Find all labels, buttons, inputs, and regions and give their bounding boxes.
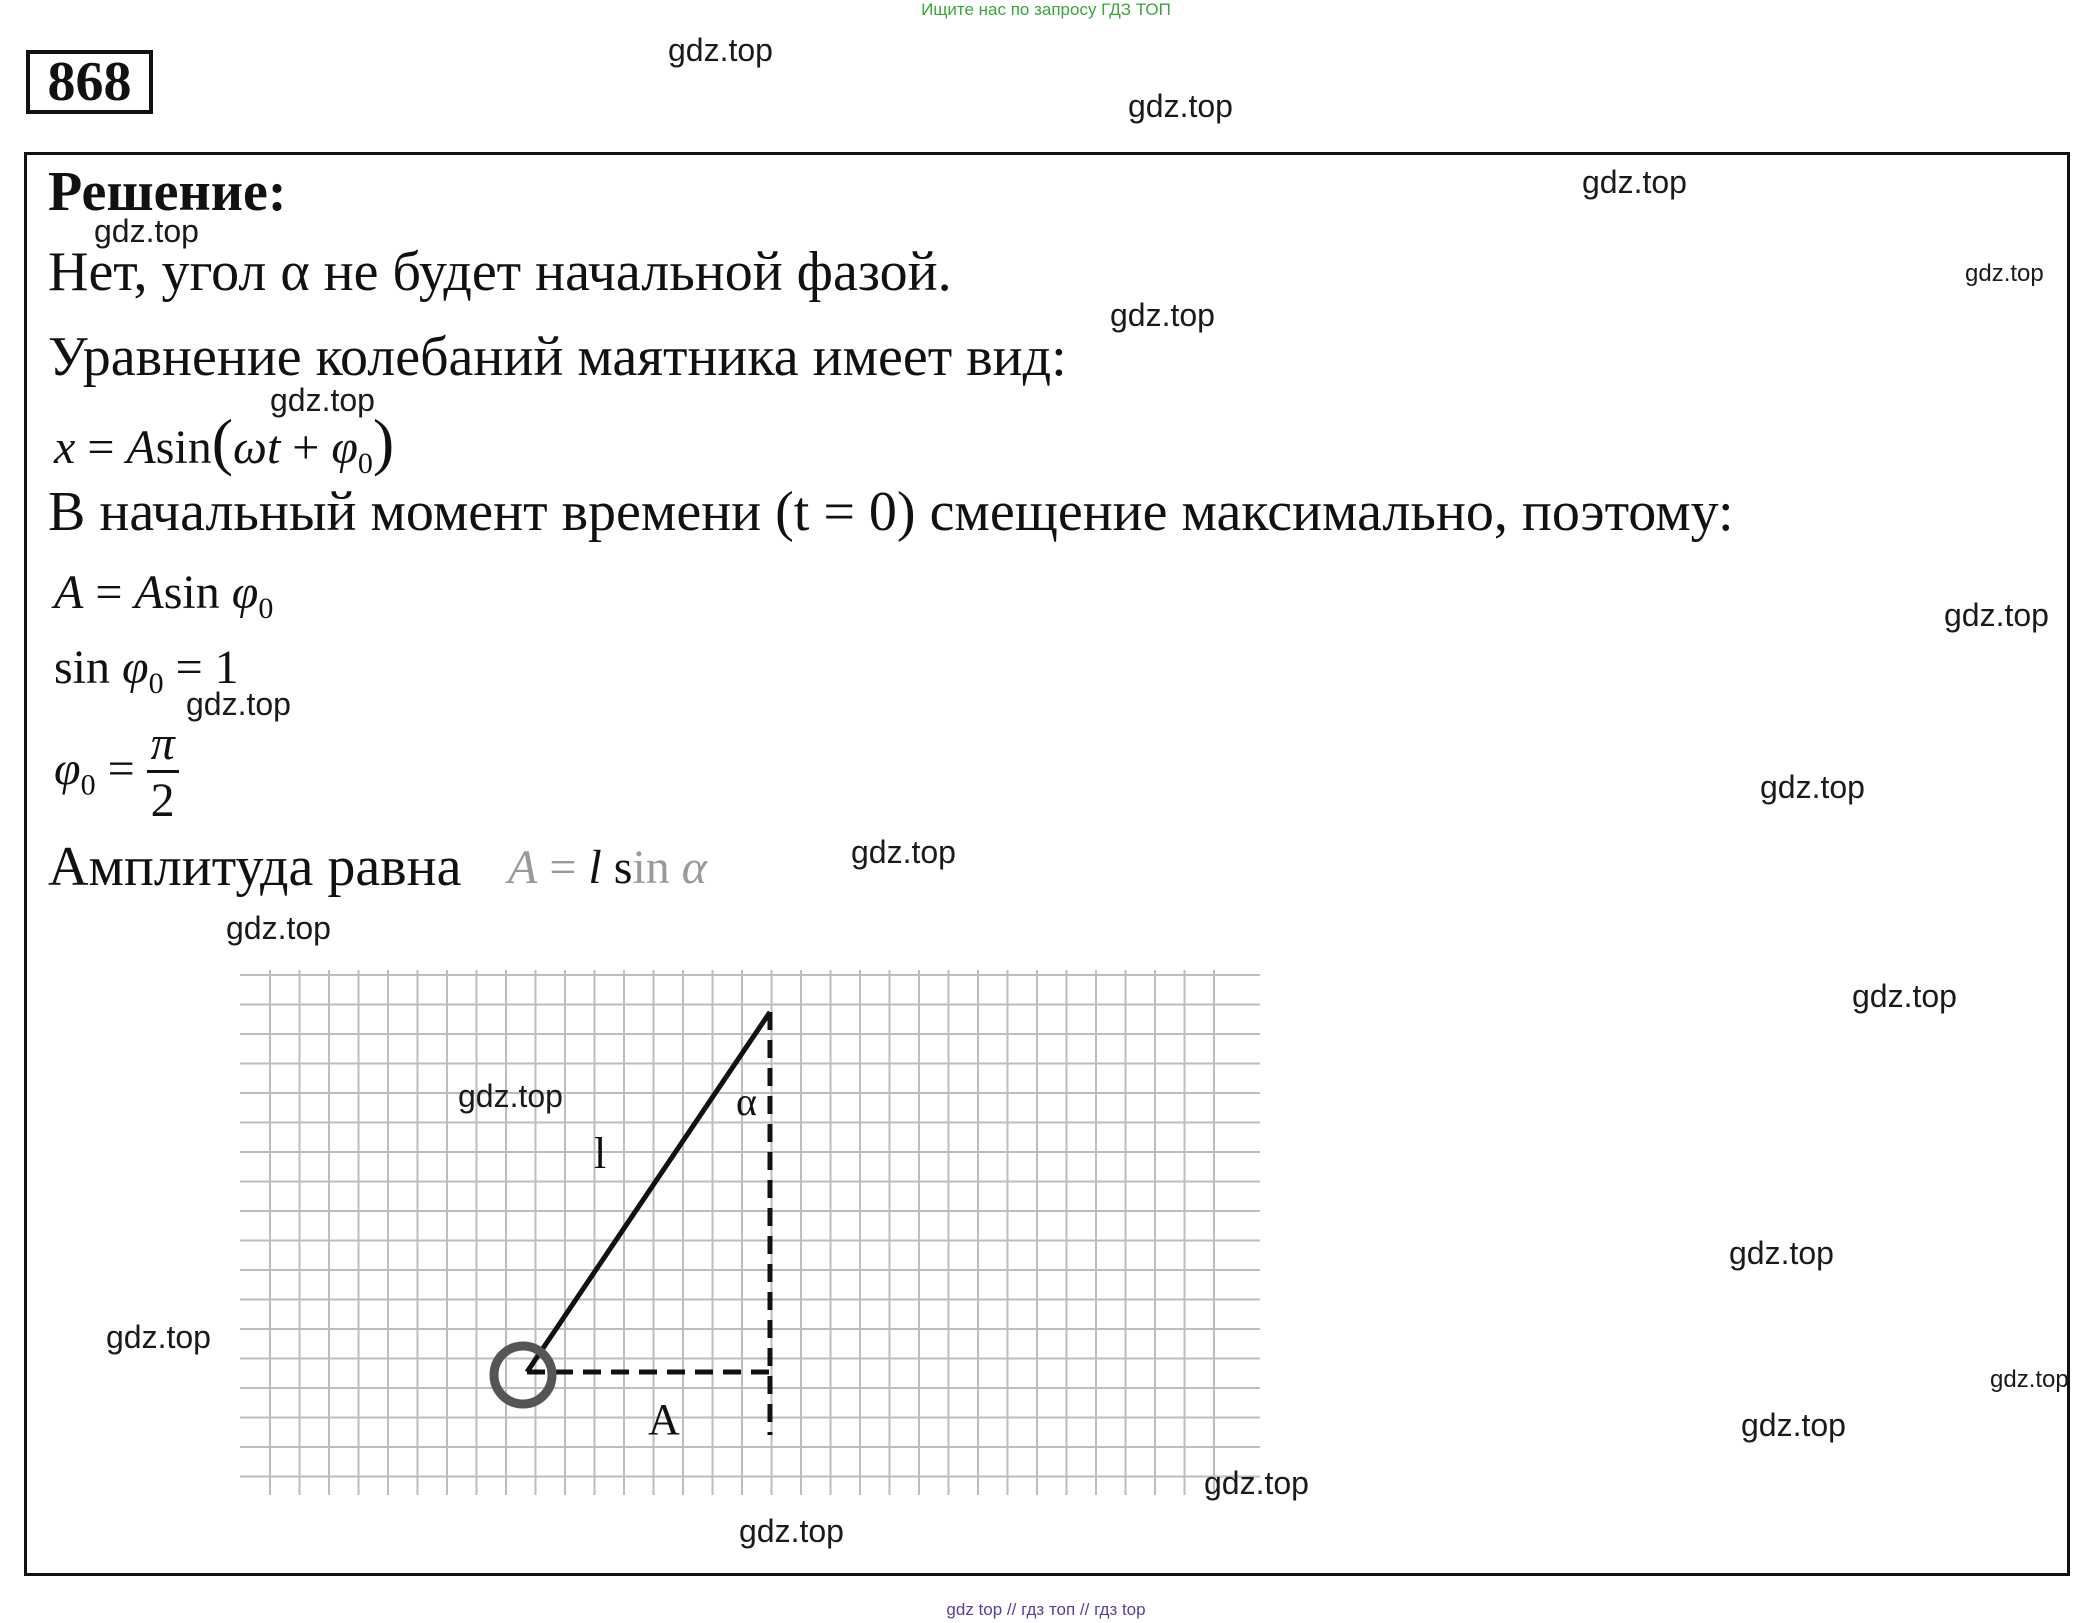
top-banner: Ищите нас по запросу ГДЗ ТОП <box>921 0 1171 19</box>
watermark: gdz.top <box>270 382 375 418</box>
formula-amplitude: A = l sin α <box>508 841 707 894</box>
formula-amplitude-eq: A = Asin $\varphi_0$ <box>54 566 274 625</box>
watermark: gdz.top <box>1128 88 1233 124</box>
formula-phi: $\varphi_0$ = $\frac{\pi}{2}$ <box>54 718 179 829</box>
formula-sin-phi: $\sin \varphi_0 = 1$ <box>54 641 239 700</box>
watermark: gdz.top <box>668 32 773 68</box>
pendulum-diagram <box>240 965 1270 1505</box>
problem-number: 868 <box>26 50 153 114</box>
text-line-3: В начальный момент времени (t = 0) смещение максимально, поэтому: <box>48 481 1734 543</box>
watermark: gdz.top <box>1852 978 1957 1014</box>
watermark: gdz.top <box>1729 1235 1834 1271</box>
label-amplitude: A <box>648 1395 680 1444</box>
grid-paper <box>240 970 1260 1495</box>
label-length: l <box>594 1129 607 1178</box>
watermark: gdz.top <box>1741 1407 1846 1443</box>
solution-heading: Решение: <box>48 161 287 223</box>
watermark: gdz.top <box>851 834 956 870</box>
watermark: gdz.top <box>106 1319 211 1355</box>
formula-oscillation: $x = Asin(\omega t + \varphi_0)$ <box>54 406 395 480</box>
watermark: gdz.top <box>94 213 199 249</box>
watermark: gdz.top <box>1110 297 1215 333</box>
text-line-2: Уравнение колебаний маятника имеет вид: <box>48 326 1067 388</box>
watermark: gdz.top <box>1990 1366 2069 1393</box>
watermark: gdz.top <box>458 1078 563 1114</box>
footer-links: gdz top // гдз топ // гдз top <box>946 1600 1146 1619</box>
watermark: gdz.top <box>739 1513 844 1549</box>
pendulum-bob <box>494 1346 552 1404</box>
watermark: gdz.top <box>1944 597 2049 633</box>
text-line-4: Амплитуда равна <box>48 836 462 898</box>
watermark: gdz.top <box>1760 769 1865 805</box>
watermark: gdz.top <box>1204 1465 1309 1501</box>
watermark: gdz.top <box>1582 164 1687 200</box>
watermark: gdz.top <box>226 910 331 946</box>
pendulum-string <box>527 1012 770 1372</box>
text-line-1: Нет, угол α не будет начальной фазой. <box>48 241 952 303</box>
watermark: gdz.top <box>1965 260 2044 287</box>
watermark: gdz.top <box>186 686 291 722</box>
label-alpha: α <box>736 1079 757 1124</box>
